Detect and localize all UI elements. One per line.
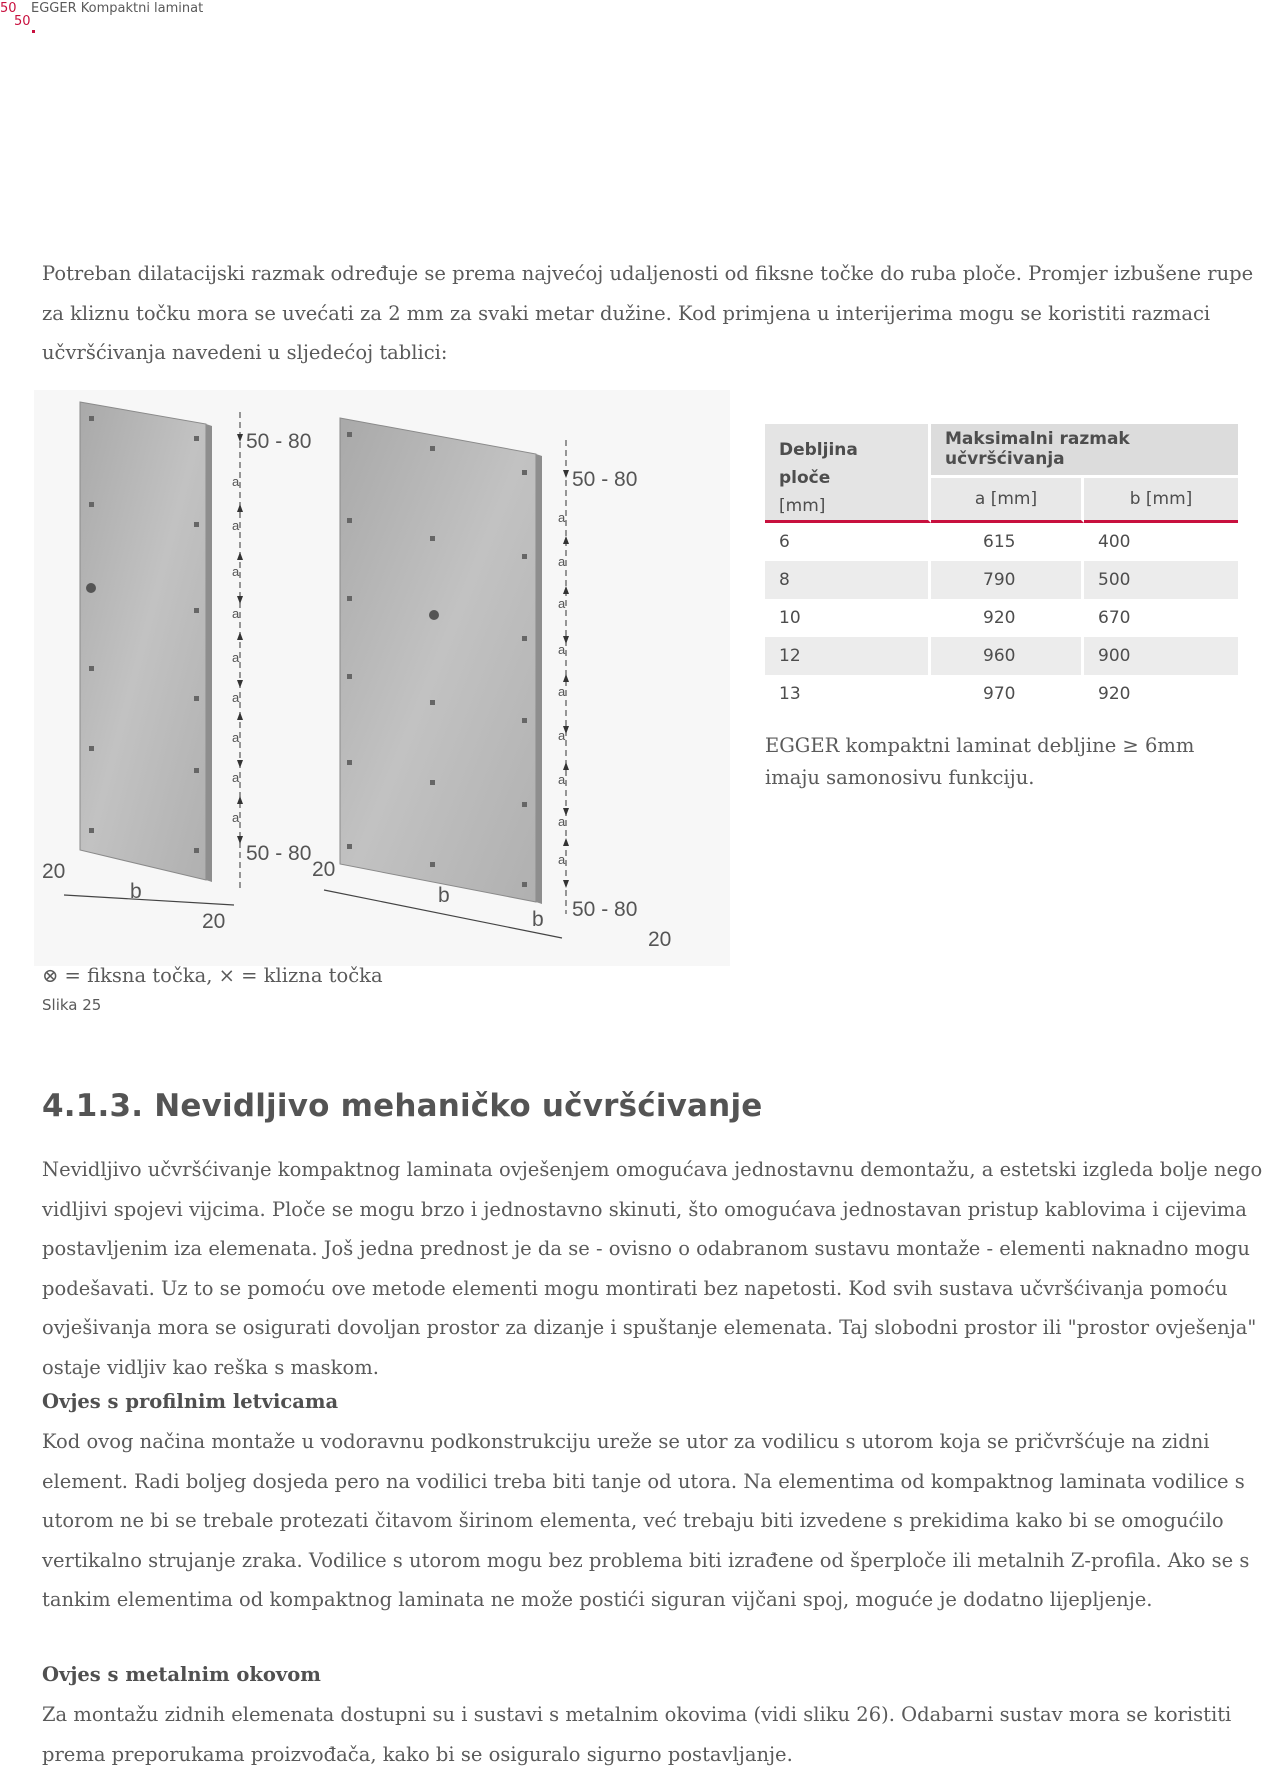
svg-text:a: a [558, 852, 566, 867]
panel-single-span [42, 402, 311, 933]
dim-label-bottom-2: 50 - 80 [572, 898, 638, 921]
table-row [765, 561, 1238, 599]
svg-text:a: a [232, 564, 240, 579]
header-col-a: a [mm] [931, 478, 1084, 523]
span-label-b-2b: b [532, 908, 544, 931]
svg-text:a: a [558, 772, 566, 787]
figure-legend: ⊗ = fiksna točka, × = klizna točka [42, 964, 383, 987]
svg-text:a: a [232, 606, 240, 621]
dim-label-top: 50 - 80 [246, 430, 312, 453]
cell-a: 615 [931, 523, 1084, 561]
svg-text:a: a [232, 518, 240, 533]
cell-thickness: 8 [765, 561, 931, 599]
edge-label-right: 20 [202, 910, 226, 933]
table-note: EGGER kompaktni laminat debljine ≥ 6mm imaju samonosivu funkciju. [765, 734, 1195, 789]
page-number-repeat: 50 [14, 14, 31, 29]
header-col-b: b [mm] [1084, 478, 1238, 523]
intro-paragraph: Potreban dilatacijski razmak određuje se prema najvećoj udaljenosti od fiksne točke do ruba ploče. Promjer izbušene rupe za kliznu točku mora se uvećati za 2 mm za svaki metar dužine. Kod primjena u interijerima mogu se koristiti razmaci učvršćivanja navedeni u sljedećoj tablici: [42, 262, 1254, 364]
dim-label-bottom: 50 - 80 [246, 842, 312, 865]
header-max-spacing: Maksimalni razmak učvršćivanja [931, 424, 1238, 478]
cell-a: 920 [931, 599, 1084, 637]
section-heading: 4.1.3. Nevidljivo mehaničko učvršćivanje [42, 1088, 763, 1124]
edge-label-left-2: 20 [312, 858, 336, 881]
subsection-paragraph-metal-fittings: Za montažu zidnih elemenata dostupni su i sustavi s metalnim okovima (vidi sliku 26). Odabarni sustav mora se koristiti prema preporukama proizvođača, kako bi se osiguralo sigurno postavljanje. [42, 1703, 1232, 1766]
svg-text:a: a [232, 690, 240, 705]
svg-text:a: a [558, 510, 566, 525]
svg-text:a: a [558, 554, 566, 569]
fixing-spacing-table [765, 424, 1238, 713]
subsection-paragraph-profile-rails: Kod ovog načina montaže u vodoravnu podkonstrukciju ureže se utor za vodilicu s utorom koja se pričvršćuje na zidni element. Radi boljeg dosjeda pero na vodilici treba biti tanje od utora. Na elementima od kompaktnog laminata vodilice s utorom ne bi se trebale protezati čitavom širinom elementa, već trebaju biti izvedene s prekidima kako bi se omogućilo vertikalno strujanje zraka. Vodilice s utorom mogu bez problema biti izrađene od šperploče ili metalnih Z-profila. Ako se s tankim elementima od kompaktnog laminata ne može postići siguran vijčani spoj, moguće je dodatno lijepljenje. [42, 1430, 1250, 1611]
page-number: 50 [0, 1, 17, 16]
subsection-heading-profile-rails: Ovjes s profilnim letvicama [42, 1390, 339, 1413]
svg-text:a: a [232, 730, 240, 745]
table-row [765, 599, 1238, 637]
svg-text:a: a [558, 596, 566, 611]
fixed-point-marker [86, 583, 96, 593]
cell-thickness: 10 [765, 599, 931, 637]
cell-thickness: 12 [765, 637, 931, 675]
cell-b: 900 [1084, 637, 1238, 675]
edge-label-right-2: 20 [648, 928, 672, 951]
svg-text:a: a [558, 814, 566, 829]
fixed-point-marker-2 [429, 610, 439, 620]
document-title: EGGER Kompaktni laminat [31, 1, 204, 16]
svg-text:a: a [558, 728, 566, 743]
cell-b: 920 [1084, 675, 1238, 713]
svg-text:a: a [232, 810, 240, 825]
cell-b: 500 [1084, 561, 1238, 599]
section-paragraph: Nevidljivo učvršćivanje kompaktnog laminata ovješenjem omogućava jednostavnu demontažu, a estetski izgleda bolje nego vidljivi spojevi vijcima. Ploče se mogu brzo i jednostavno skinuti, što omogućava jednostavan pristup kablovima i cijevima postavljenim iza elemenata. Još jedna prednost je da se - ovisno o odabranom sustavu montaže - elementi naknadno mogu podešavati. Uz to se pomoću ove metode elementi mogu montirati bez napetosti. Kod svih sustava učvršćivanja pomoću ovješivanja mora se osigurati dovoljan prostor za dizanje i spuštanje elemenata. Taj slobodni prostor ili "prostor ovješenja" ostaje vidljiv kao reška s maskom. [42, 1158, 1263, 1379]
header-thickness-unit: [mm] [779, 496, 826, 516]
svg-text:a: a [232, 650, 240, 665]
svg-text:a: a [558, 684, 566, 699]
subsection-heading-metal-fittings: Ovjes s metalnim okovom [42, 1663, 321, 1686]
span-label-b-2a: b [438, 884, 450, 907]
svg-text:a: a [232, 474, 240, 489]
cell-thickness: 6 [765, 523, 931, 561]
cell-b: 670 [1084, 599, 1238, 637]
panel-double-span [312, 418, 671, 951]
cell-a: 970 [931, 675, 1084, 713]
cell-b: 400 [1084, 523, 1238, 561]
cell-a: 790 [931, 561, 1084, 599]
header-thickness-title: Debljina ploče [779, 440, 858, 488]
figure-caption: Slika 25 [42, 996, 102, 1014]
table-row [765, 637, 1238, 675]
cell-thickness: 13 [765, 675, 931, 713]
svg-text:a: a [232, 770, 240, 785]
edge-label-left: 20 [42, 860, 66, 883]
cell-a: 960 [931, 637, 1084, 675]
table-row [765, 675, 1238, 713]
dim-label-top-2: 50 - 80 [572, 468, 638, 491]
fixing-diagram [34, 390, 730, 966]
svg-text:a: a [558, 642, 566, 657]
span-label-b: b [130, 880, 142, 903]
header-tick-mark [32, 30, 35, 33]
header-thickness [765, 424, 931, 523]
table-row [765, 523, 1238, 561]
